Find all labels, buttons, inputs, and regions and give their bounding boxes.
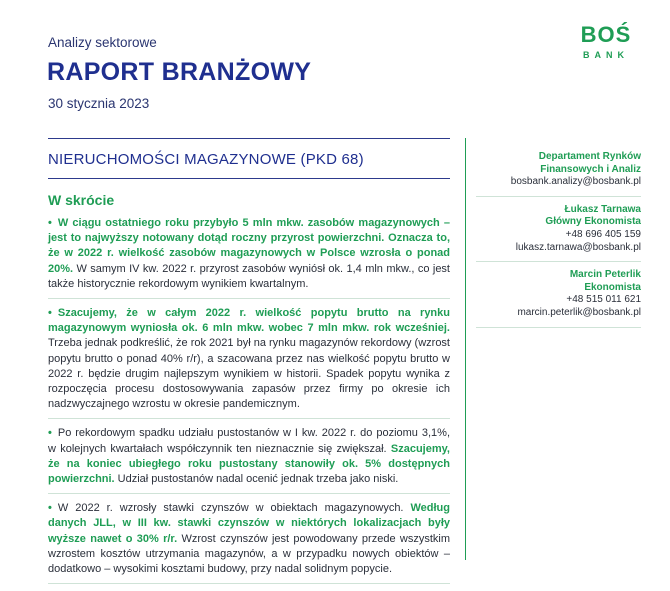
contact-phone: +48 696 405 159 [565, 228, 641, 240]
bullet-highlight-text: Według danych JLL, w III kw. stawki czynszów w niektórych lokalizacjach były wyższe nawet o 30% r/r. [48, 502, 450, 545]
contact-role: Ekonomista [584, 281, 641, 293]
bullet-marker: • [48, 502, 52, 515]
contact-role: Główny Ekonomista [545, 216, 641, 228]
bullet-text: Po rekordowym spadku udziału pustostanów w I kw. 2022 r. do poziomu 3,1%, w kolejnych kwartałach współczynnik ten nieznacznie się zwiększał. [48, 427, 450, 455]
contact-name: Departament Rynków Finansowych i Analiz [538, 151, 641, 175]
bullet-marker: • [48, 307, 52, 320]
bullet-text: W 2022 r. wzrosły stawki czynszów w obiektach magazynowych. [57, 502, 404, 515]
contact-email[interactable]: lukasz.tarnawa@bosbank.pl [515, 241, 641, 253]
bullet-marker: • [48, 427, 52, 440]
contact-email[interactable]: bosbank.analizy@bosbank.pl [510, 176, 641, 188]
bullet-text: Udział pustostanów nadal ocenić jednak trzeba jako niski. [114, 473, 399, 486]
section-divider [48, 178, 450, 179]
summary-bullet [48, 306, 450, 419]
bos-bank-logo [571, 22, 641, 70]
contact-panel [476, 151, 641, 335]
contact-name: Marcin Peterlik [569, 269, 641, 281]
report-title: RAPORT BRANŻOWY [47, 58, 312, 86]
bullet-highlight-text: Szacujemy, że w całym 2022 r. wielkość popytu brutto na rynku magazynowym wyniosła ok. 6 mln mkw. wobec 7 mln mkw. rok wcześniej. [48, 307, 450, 335]
report-date: 30 stycznia 2023 [48, 96, 150, 111]
contact-card [476, 151, 641, 197]
contact-card [476, 204, 641, 262]
bullet-highlight-text: W ciągu ostatniego roku przybyło 5 mln mkw. zasobów magazynowych – jest to najwyższy notowany dotąd roczny przyrost powierzchni. Oznacza to, że w 2022 r. wielkość zasobów magazynowych w Polsce wzrosła o ponad 20%. [48, 217, 450, 275]
column-divider [465, 138, 466, 560]
bullet-highlight-text: Szacujemy, że na koniec ubiegłego roku pustostany stanowiły ok. 5% dostępnych powierzchni. [48, 442, 450, 486]
top-divider [48, 138, 450, 139]
summary-bullet [48, 216, 450, 299]
report-kicker: Analizy sektorowe [48, 35, 157, 50]
logo-subtitle: BANK [583, 50, 629, 60]
bullet-marker: • [48, 217, 52, 229]
summary-bullet-list [48, 216, 450, 591]
section-title: NIERUCHOMOŚCI MAGAZYNOWE (PKD 68) [48, 151, 364, 168]
bullet-text: Wzrost czynszów jest powodowany przede wszystkim wzrostem kosztów utrzymania magazynów, a w przypadku nowych obiektów – dodatkowo – wysokimi kosztami budowy, przy nadal solidnym popycie. [48, 532, 450, 576]
summary-heading: W skrócie [48, 192, 115, 208]
contact-card [476, 269, 641, 327]
contact-name: Łukasz Tarnawa [564, 203, 641, 215]
logo-wordmark: BOŚ [580, 22, 632, 47]
bullet-text: W samym IV kw. 2022 r. przyrost zasobów wyniósł ok. 1,4 mln mkw., co jest także historycznie rekordowym wynikiem kwartalnym. [48, 262, 450, 290]
summary-bullet [48, 426, 450, 494]
summary-bullet [48, 501, 450, 584]
bullet-text: Trzeba jednak podkreślić, że rok 2021 był na rynku magazynów rekordowy (wzrost popytu brutto o ponad 40% r/r), a szacowana przez nas wielkość popytu brutto w 2022 r. będzie drugim najlepszym wynikiem w historii. Spadek popytu wynika z rozpoczęcia procesu dostosowywania zapasów przez firmy po okresie ich nadzwyczajnego wzrostu w okresie pandemicznym. [48, 337, 450, 411]
contact-phone: +48 515 011 621 [566, 294, 641, 306]
contact-email[interactable]: marcin.peterlik@bosbank.pl [517, 306, 641, 318]
